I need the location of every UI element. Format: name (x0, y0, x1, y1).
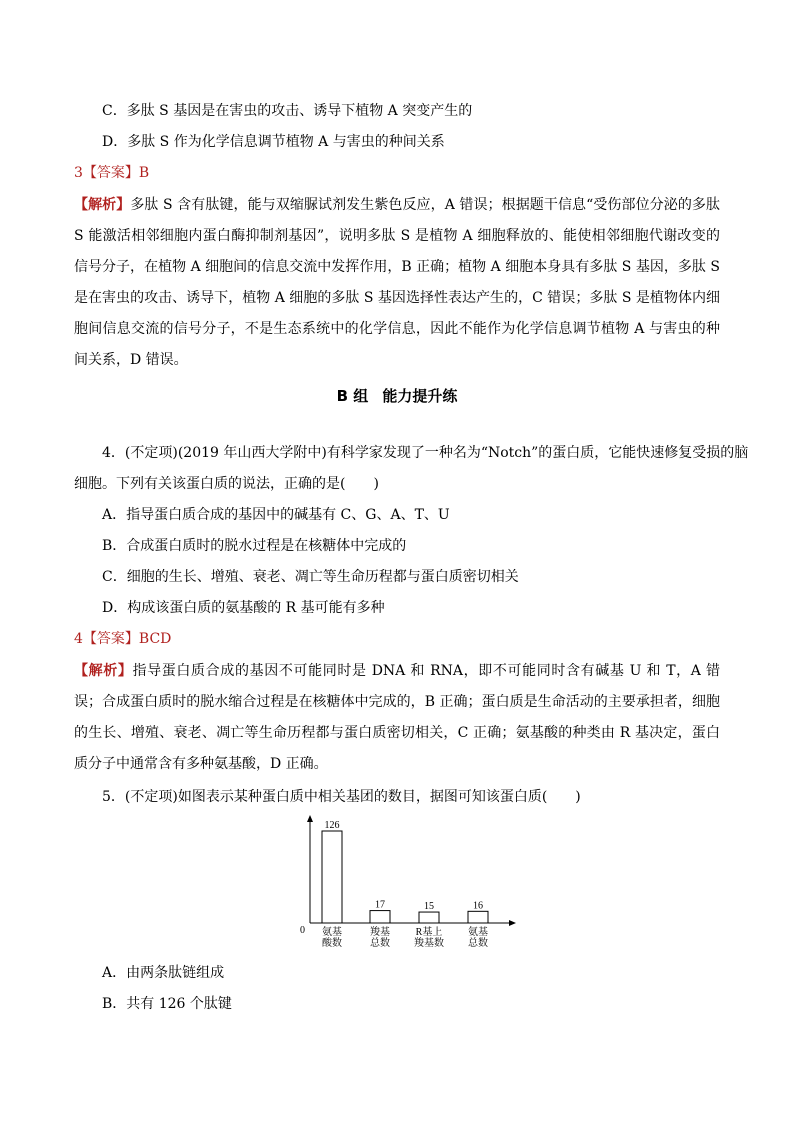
bar-value-label-3: 16 (473, 900, 483, 912)
q3-option-c: C．多肽 S 基因是在害虫的攻击、诱导下植物 A 突变产生的 (102, 103, 473, 119)
q4-option-d: D．构成该蛋白质的氨基酸的 R 基可能有多种 (102, 600, 385, 616)
category-label-1-1: 总数 (370, 938, 390, 949)
category-label-2-0: R基上 (415, 927, 443, 938)
q3-answer: 3【答案】B (74, 165, 150, 181)
y-axis-arrow (307, 815, 313, 822)
category-label-0-1: 酸数 (322, 938, 342, 949)
q4-analysis (74, 656, 720, 780)
category-label-1-0: 羧基 (370, 927, 390, 938)
analysis-tag: 【解析】 (74, 663, 133, 679)
q4-option-c: C．细胞的生长、增殖、衰老、凋亡等生命历程都与蛋白质密切相关 (102, 569, 519, 585)
analysis-tag: 【解析】 (74, 197, 131, 213)
bar-value-label-2: 15 (424, 901, 434, 913)
section-group: B 组 (336, 387, 369, 405)
q4-option-a: A．指导蛋白质合成的基因中的碱基有 C、G、A、T、U (102, 507, 450, 523)
category-label-3-1: 总数 (468, 938, 488, 949)
category-label-3-0: 氨基 (468, 927, 488, 938)
q5-option-b: B．共有 126 个肽键 (102, 996, 232, 1012)
q3-option-d: D．多肽 S 作为化学信息调节植物 A 与害虫的种间关系 (102, 134, 445, 150)
category-label-2-1: 羧基数 (414, 938, 444, 949)
bar-3 (468, 911, 488, 923)
bar-chart (296, 815, 536, 955)
q3-analysis (74, 190, 720, 376)
bar-2 (419, 912, 439, 923)
category-label-0-0: 氨基 (322, 927, 342, 938)
section-title: 能力提升练 (382, 387, 458, 405)
bar-0 (322, 831, 342, 923)
q4-answer: 4【答案】BCD (74, 631, 172, 647)
q4-stem-line1: 4．(不定项)(2019 年山西大学附中)有科学家发现了一种名为“Notch”的蛋白质，它能快速修复受损的脑 (102, 445, 749, 461)
q4-option-b: B．合成蛋白质时的脱水过程是在核糖体中完成的 (102, 538, 407, 554)
section-heading (0, 385, 794, 406)
q5-stem: 5．(不定项)如图表示某种蛋白质中相关基团的数目，据图可知该蛋白质( ) (102, 789, 581, 805)
q4-analysis-text: 指导蛋白质合成的基因不可能同时是 DNA 和 RNA，即不可能同时含有碱基 U 和 T，A 错误；合成蛋白质时的脱水缩合过程是在核糖体中完成的，B 正确；蛋白质是生命活动的主要承担者，细胞的生长、增殖、衰老、凋亡等生命历程都与蛋白质密切相关，C 正确；氨基酸的种类由 R 基决定，蛋白质分子中通常含有多种氨基酸，D 正确。 (74, 663, 721, 772)
bar-value-label-1: 17 (375, 899, 385, 911)
q5-option-a: A．由两条肽链组成 (102, 965, 225, 981)
x-axis-arrow (509, 920, 516, 926)
origin-label: 0 (300, 925, 305, 936)
bar-value-label-0: 126 (324, 820, 340, 831)
bar-1 (370, 911, 390, 923)
q3-analysis-text: 多肽 S 含有肽键，能与双缩脲试剂发生紫色反应，A 错误；根据题干信息“受伤部位分泌的多肽 S 能激活相邻细胞内蛋白酶抑制剂基因”，说明多肽 S 是植物 A 细胞释放的、能使相邻细胞代谢改变的信号分子，在植物 A 细胞间的信息交流中发挥作用，B 正确；植物 A 细胞本身具有多肽 S 基因，多肽 S 是在害虫的攻击、诱导下，植物 A 细胞的多肽 S 基因选择性表达产生的，C 错误；多肽 S 是植物体内细胞间信息交流的信号分子，不是生态系统中的化学信息，因此不能作为化学信息调节植物 A 与害虫的种间关系，D 错误。 (74, 197, 721, 368)
q4-stem-line2: 细胞。下列有关该蛋白质的说法，正确的是( ) (74, 476, 379, 492)
